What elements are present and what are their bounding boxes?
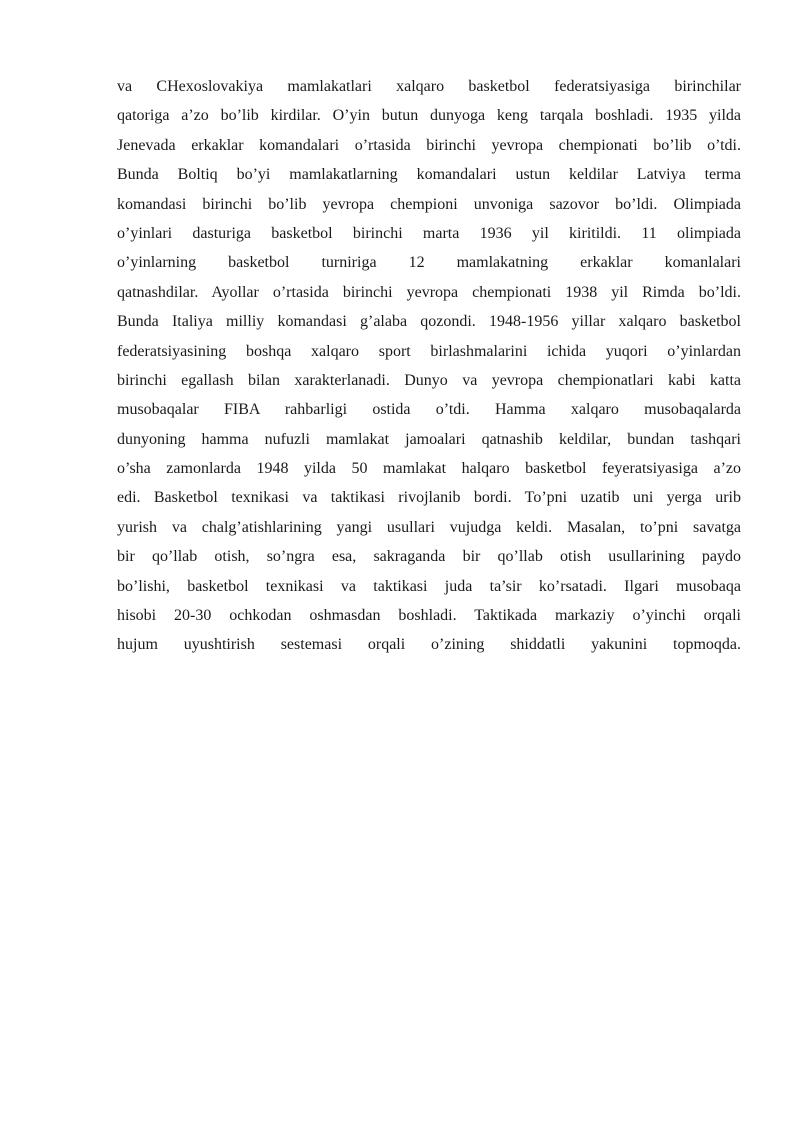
- text-line: komandasi birinchi bo’lib yevropa chempioni unvoniga sazovor bo’ldi. Olimpiada: [117, 195, 741, 213]
- text-line: hujum uyushtirish sestemasi orqali o’zining shiddatli yakunini topmoqda.: [117, 636, 741, 654]
- text-line: hisobi 20-30 ochkodan oshmasdan boshladi. Taktikada markaziy o’yinchi orqali: [117, 607, 741, 625]
- text-line: Bunda Boltiq bo’yi mamlakatlarning komandalari ustun keldilar Latviya terma: [117, 166, 741, 184]
- text-line: qatoriga a’zo bo’lib kirdilar. O’yin butun dunyoga keng tarqala boshladi. 1935 yilda: [117, 107, 741, 125]
- text-line: yurish va chalg’atishlarining yangi usullari vujudga keldi. Masalan, to’pni savatga: [117, 518, 741, 536]
- text-line: qatnashdilar. Ayollar o’rtasida birinchi yevropa chempionati 1938 yil Rimda bo’ldi.: [117, 283, 741, 301]
- text-line: birinchi egallash bilan xarakterlanadi. Dunyo va yevropa chempionatlari kabi katta: [117, 371, 741, 389]
- body-paragraph: [117, 72, 741, 660]
- text-line: federatsiyasining boshqa xalqaro sport birlashmalarini ichida yuqori o’yinlardan: [117, 342, 741, 360]
- text-line: o’yinlari dasturiga basketbol birinchi marta 1936 yil kiritildi. 11 olimpiada: [117, 224, 741, 242]
- text-line: musobaqalar FIBA rahbarligi ostida o’tdi. Hamma xalqaro musobaqalarda: [117, 401, 741, 419]
- text-line: bo’lishi, basketbol texnikasi va taktikasi juda ta’sir ko’rsatadi. Ilgari musobaqa: [117, 577, 741, 595]
- text-line: o’sha zamonlarda 1948 yilda 50 mamlakat halqaro basketbol feyeratsiyasiga a’zo: [117, 460, 741, 478]
- text-line: dunyoning hamma nufuzli mamlakat jamoalari qatnashib keldilar, bundan tashqari: [117, 430, 741, 448]
- text-line: bir qo’llab otish, so’ngra esa, sakraganda bir qo’llab otish usullarining paydo: [117, 548, 741, 566]
- text-line: Jenevada erkaklar komandalari o’rtasida birinchi yevropa chempionati bo’lib o’tdi.: [117, 136, 741, 154]
- text-line: Bunda Italiya milliy komandasi g’alaba qozondi. 1948-1956 yillar xalqaro basketbol: [117, 313, 741, 331]
- text-line: va CHexoslovakiya mamlakatlari xalqaro basketbol federatsiyasiga birinchilar: [117, 78, 741, 95]
- text-line: o’yinlarning basketbol turniriga 12 mamlakatning erkaklar komanlalari: [117, 254, 741, 272]
- text-line: edi. Basketbol texnikasi va taktikasi rivojlanib bordi. To’pni uzatib uni yerga urib: [117, 489, 741, 507]
